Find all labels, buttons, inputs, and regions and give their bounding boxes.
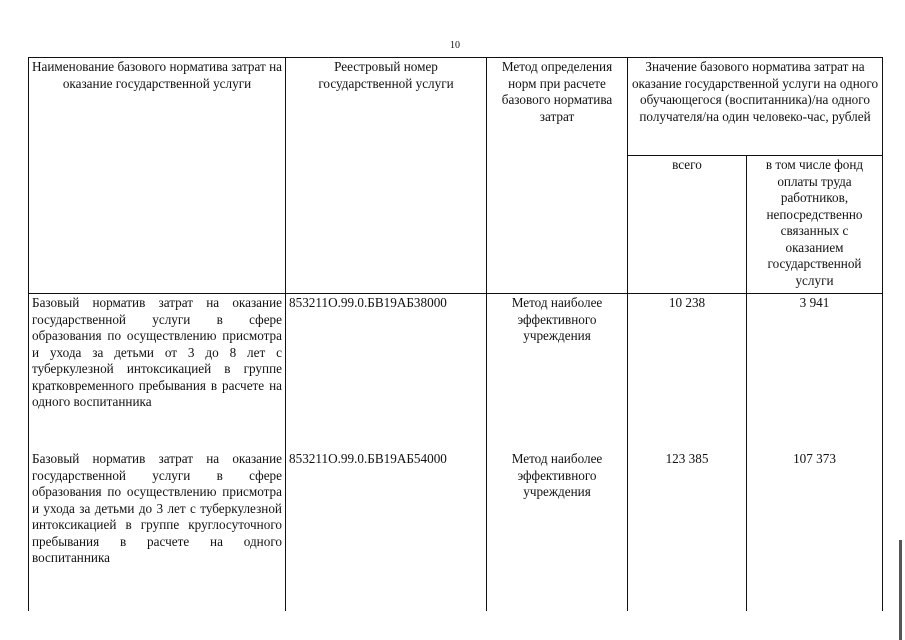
row-name: Базовый норматив затрат на оказание государственной услуги в сфере образования по осуществлению присмотра и ухода за детьми от 3 до 8 лет с туберкулезной интоксикацией в группе кратковременного пребывания в расчете на одного воспитанника — [29, 294, 286, 451]
header-registry-number: Реестровый номер государственной услуги — [286, 58, 487, 294]
row-method: Метод наиболее эффективного учреждения — [487, 294, 628, 451]
table-row — [29, 294, 883, 451]
row-payroll: 3 941 — [747, 294, 883, 451]
scan-edge-shadow — [899, 540, 902, 640]
row-name: Базовый норматив затрат на оказание государственной услуги в сфере образования по осуществлению присмотра и ухода за детьми до 3 лет с туберкулезной интоксикацией в группе круглосуточного пребывания в расчете на одного воспитанника — [29, 450, 286, 611]
header-method: Метод определения норм при расчете базового норматива затрат — [487, 58, 628, 294]
header-name: Наименование базового норматива затрат на оказание государственной услуги — [29, 58, 286, 294]
row-registry-number: 853211О.99.0.БВ19АБ38000 — [286, 294, 487, 451]
row-registry-number: 853211О.99.0.БВ19АБ54000 — [286, 450, 487, 611]
header-value-group: Значение базового норматива затрат на оказание государственной услуги на одного обучающегося (воспитанника)/на одного получателя/на один человеко-час, рублей — [628, 58, 883, 156]
row-payroll: 107 373 — [747, 450, 883, 611]
row-method: Метод наиболее эффективного учреждения — [487, 450, 628, 611]
page-number: 10 — [450, 40, 460, 51]
header-total: всего — [628, 156, 747, 294]
table-row — [29, 450, 883, 611]
cost-norms-table — [28, 57, 883, 611]
header-payroll: в том числе фонд оплаты труда работников, непосредственно связанных с оказанием государственной услуги — [747, 156, 883, 294]
row-total: 10 238 — [628, 294, 747, 451]
row-total: 123 385 — [628, 450, 747, 611]
